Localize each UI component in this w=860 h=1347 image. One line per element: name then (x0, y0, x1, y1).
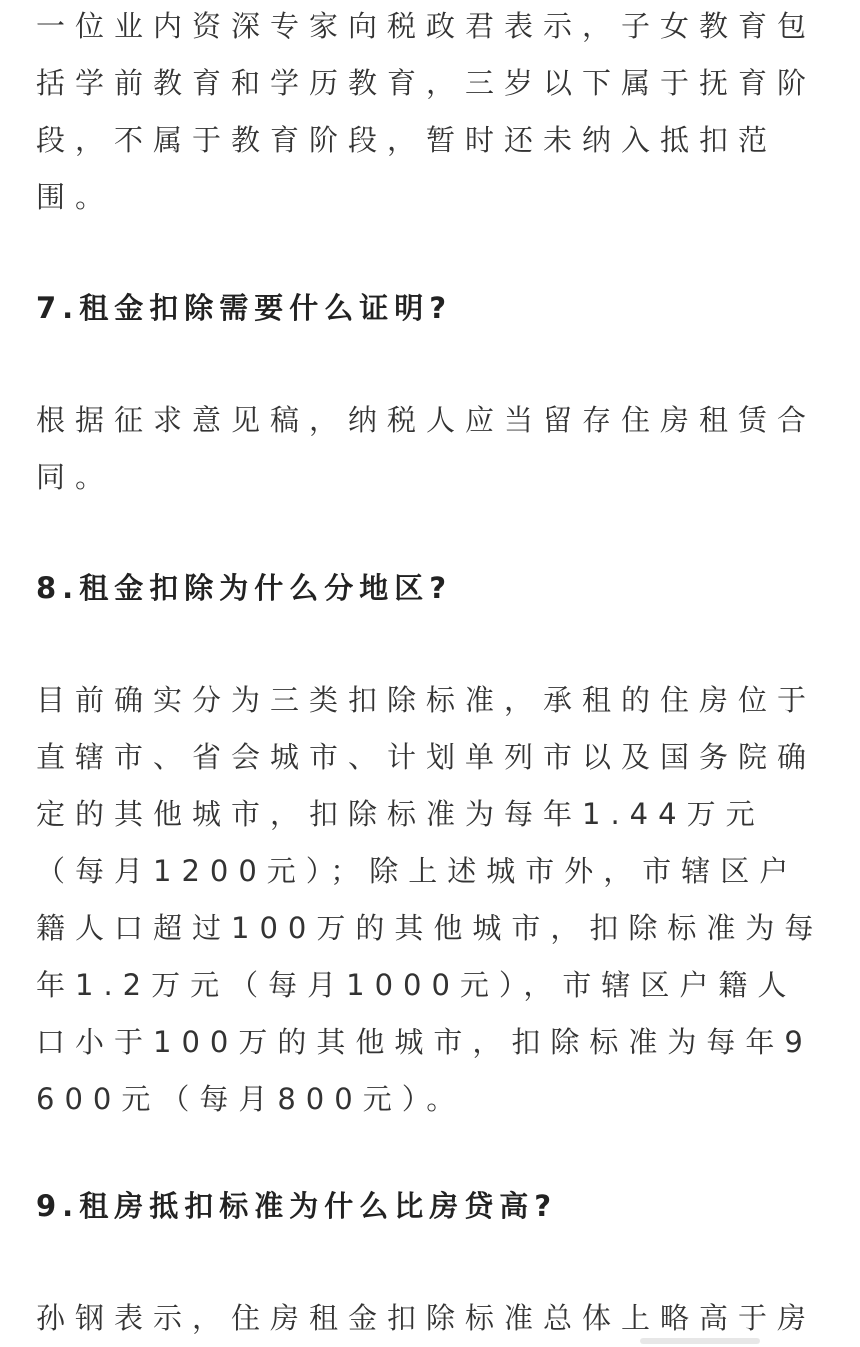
paragraph-child-education: 一位业内资深专家向税政君表示，子女教育包括学前教育和学历教育，三岁以下属于抚育阶段，不属于教育阶段，暂时还未纳入抵扣范围。 (36, 9, 817, 214)
heading-question-7: 7.租金扣除需要什么证明? (36, 291, 453, 325)
paragraph-rent-proof: 根据征求意见稿，纳税人应当留存住房租赁合同。 (36, 403, 817, 494)
paragraph-rent-vs-mortgage: 孙钢表示，住房租金扣除标准总体上略高于房 (36, 1301, 817, 1335)
watermark-mark (640, 1336, 760, 1346)
heading-question-9: 9.租房抵扣标准为什么比房贷高? (36, 1189, 558, 1223)
heading-question-8: 8.租金扣除为什么分地区? (36, 571, 453, 605)
paragraph-rent-regions: 目前确实分为三类扣除标准，承租的住房位于直辖市、省会城市、计划单列市以及国务院确定的其他城市，扣除标准为每年1.44万元（每月1200元）；除上述城市外，市辖区户籍人口超过100万的其他城市，扣除标准为每年1.2万元（每月1000元），市辖区户籍人口小于100万的其他城市，扣除标准为每年9600元（每月800元）。 (36, 683, 824, 1116)
